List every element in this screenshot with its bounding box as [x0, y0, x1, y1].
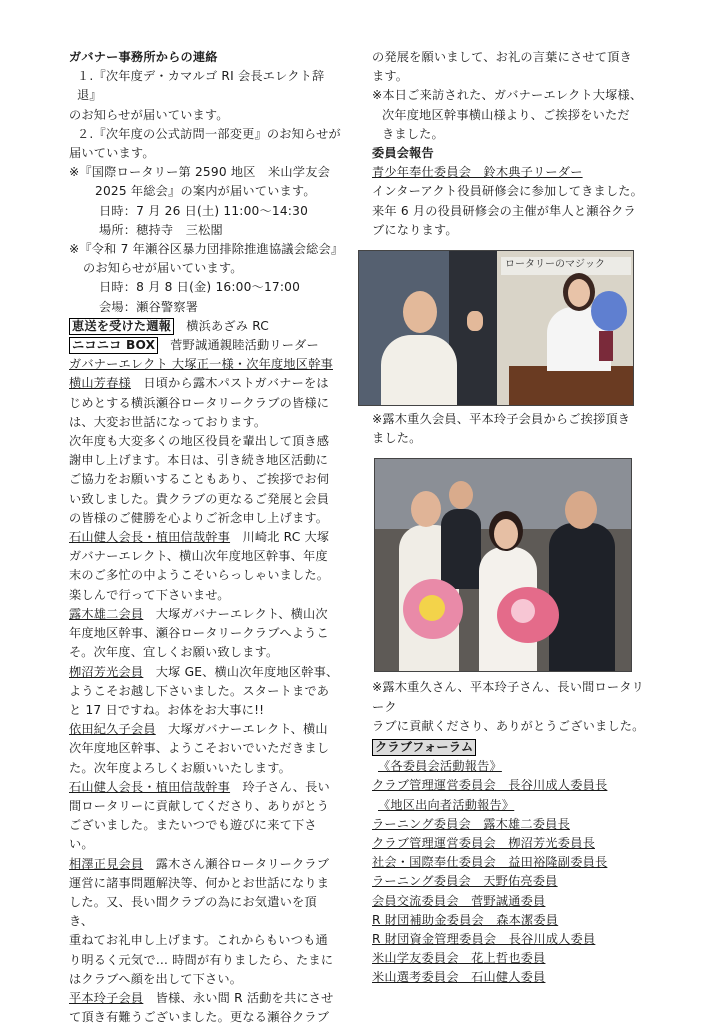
notice-line: ２.『次年度の公式訪問一部変更』のお知らせが [77, 126, 341, 141]
notice-line: 日時：8 月 8 日(金) 16:00～17:00 [99, 280, 301, 295]
notice-line: １.『次年度デ・カマルゴ RI 会長エレクト辞退』 [77, 69, 325, 103]
entry-line: 大塚ガバナーエレクト、横山次 [155, 606, 328, 621]
entry [69, 663, 341, 682]
text-line: 来年 6 月の役員研修会の主催が隼人と瀬谷クラ [372, 203, 636, 218]
entry-line: ご協力をお願いすることもあり、ご挨拶でお伺 [69, 472, 330, 487]
forum-item: R 財団資金管理委員会 長谷川成人委員 [372, 932, 596, 947]
forum-item: ラーニング委員会 露木雄二委員長 [372, 816, 570, 831]
notice-line: 届いています。 [69, 146, 155, 161]
notice-line: 日時：7 月 26 日(土) 11:00～14:30 [99, 203, 309, 218]
entry-line: 次年度も大変多くの地区役員を輩出して頂き感 [69, 434, 330, 449]
entry-line: 大塚 GE、横山次年度地区幹事、 [155, 664, 339, 679]
forum-item: 《地区出向者活動報告》 [378, 797, 515, 812]
entry [69, 605, 341, 624]
entry [69, 989, 341, 1008]
entry-head: 依田紀久子会員 [69, 722, 156, 737]
entry-line: 皆様、永い間 R 活動を共にさせ [155, 990, 334, 1005]
entry-line: した。又、長い間クラブの為にお気遣いを頂き、 [69, 894, 317, 929]
entry [69, 855, 341, 874]
notice-line: 会場：瀬谷警察署 [99, 299, 199, 314]
text-line: の発展を願いまして、お礼の言葉にさせて頂き [372, 50, 632, 64]
notice-line: 場所：穂持寺 三松閣 [99, 222, 223, 237]
entry-head: 相澤正見会員 [69, 856, 144, 871]
photo-sign-text: ロータリーのマジック [505, 259, 605, 271]
received-bulletin-row [69, 317, 341, 336]
entry-head: 石山健人会長・植田信哉幹事 [69, 530, 231, 545]
entry-line: はクラブへ顔を出して下さい。 [69, 971, 243, 986]
club-forum-title: クラブフォーラム [372, 739, 476, 756]
text-line: 次年度地区幹事横山様より、ご挨拶をいただ [382, 107, 630, 122]
club-forum-row [372, 738, 655, 757]
photo2-caption: ラブに貢献くださり、ありがとうございました。 [372, 718, 645, 733]
entry-line: 次年度地区幹事、ようこそおいでいただきまし [69, 741, 330, 756]
text-line: ブになります。 [372, 222, 458, 237]
entry-line: 末のご多忙の中ようこそいらっしゃいました。 [69, 568, 330, 583]
committee-report-title: 委員会報告 [372, 146, 434, 161]
entry-line: 露木さん瀬谷ロータリークラブ [155, 856, 330, 871]
entry-line: ようこそお越し下さいました。スタートまであ [69, 683, 330, 698]
entry-line: ガバナーエレクト、横山次年度地区幹事、年度 [69, 549, 328, 564]
niko-box-label: ニコニコ BOX [69, 337, 158, 354]
section-title-governor-office: ガバナー事務所からの連絡 [69, 50, 218, 64]
entry-line: と 17 日ですね。お体をお大事に!! [69, 702, 265, 717]
entry [69, 374, 341, 393]
forum-item: クラブ管理運営委員会 長谷川成人委員長 [372, 778, 608, 793]
received-bulletin-value: 横浜あざみ RC [186, 318, 269, 333]
photo2-caption: ※露木重久さん、平本玲子さん、長い間ロータリーク [372, 680, 645, 714]
niko-box-row [69, 336, 341, 355]
entry-line: た。次年度よろしくお願いいたします。 [69, 760, 291, 775]
text-line: きました。 [382, 126, 444, 141]
entry-line: 大塚ガバナーエレクト、横山 [168, 722, 328, 737]
entry-line: 謝申し上げます。本日は、引き続き地区活動に [69, 453, 329, 468]
speech-photo [358, 250, 634, 406]
entry-line: り明るく元気で… 時間が有りましたら、たまに [69, 952, 334, 967]
forum-item: ラーニング委員会 天野佑亮委員 [372, 874, 558, 889]
entry-line: て頂き有難うございました。更なる瀬谷クラブ [69, 1010, 330, 1025]
forum-item: 《各委員会活動報告》 [378, 759, 502, 774]
entry [69, 778, 341, 797]
entry-line: そ。次年度、宜しくお願い致します。 [69, 645, 279, 660]
photo1-caption: ※露木重久会員、平本玲子会員からご挨拶頂き [372, 412, 631, 427]
forum-item: 米山選考委員会 石山健人委員 [372, 970, 546, 985]
right-column [372, 48, 655, 988]
entry-line: ございました。またいつでも遊びに来て下さい。 [69, 818, 317, 852]
forum-item: 会員交流委員会 菅野誠通委員 [372, 893, 546, 908]
entry [69, 720, 341, 739]
text-line: インターアクト役員研修会に参加してきました。 [372, 184, 644, 199]
forum-item: R 財団補助金委員会 森本潔委員 [372, 912, 559, 927]
forum-item: 社会・国際奉仕委員会 益田裕隆副委員長 [372, 855, 608, 870]
entry-head: 横山芳春様 [69, 376, 131, 391]
entry-head: 石山健人会長・植田信哉幹事 [69, 779, 231, 794]
photo1-caption: ました。 [372, 431, 422, 446]
entry-line: の皆様のご健勝を心よりご祈念申し上げます。 [69, 510, 329, 525]
niko-box-value: 菅野誠通親睦活動リーダー [170, 338, 319, 353]
notice-line: 2025 年総会』の案内が届いています。 [95, 184, 316, 199]
entry-head: 平本玲子会員 [69, 990, 144, 1005]
flower-presentation-photo [374, 458, 632, 672]
entry-line: い致しました。貴クラブの更なるご発展と会員 [69, 491, 330, 506]
youth-committee-head: 青少年奉仕委員会 鈴木典子リーダー [372, 165, 583, 180]
notice-line: ※『国際ロータリー第 2590 地区 米山学友会 [69, 165, 330, 180]
left-column [69, 48, 344, 1027]
entry-line: じめとする横浜瀬谷ロータリークラブの皆様に [69, 395, 330, 410]
text-line: ます。 [372, 69, 409, 84]
entry [69, 528, 341, 547]
entry-line: は、大変お世話になっております。 [69, 414, 267, 429]
entry-line: 川崎北 RC 大塚 [242, 530, 330, 545]
entry-head: 栁沼芳光会員 [69, 664, 144, 679]
entry-line: 運営に諸事問題解決等、何かとお世話になりま [69, 875, 330, 890]
entry-line: 日頃から露木パストガバナーをは [143, 376, 329, 391]
forum-item: クラブ管理運営委員会 栁沼芳光委員長 [372, 836, 595, 851]
entry-head: 露木雄二会員 [69, 606, 144, 621]
received-bulletin-label: 恵送を受けた週報 [69, 318, 174, 335]
entry-line: 年度地区幹事、瀬谷ロータリークラブへようこ [69, 626, 329, 641]
notice-line: ※『令和 7 年瀬谷区暴力団排除推進協議会総会』 [69, 242, 344, 257]
entry-line: 重ねてお礼申し上げます。これからもいつも通 [69, 933, 328, 948]
entry-line: 楽しんで行って下さいませ。 [69, 587, 230, 602]
entry-line: 間ロータリーに貢献してくださり、ありがとう [69, 798, 330, 813]
notice-line: のお知らせが届いています。 [69, 107, 229, 122]
text-line: ※本日ご来訪された、ガバナーエレクト大塚様、 [372, 88, 643, 103]
forum-item: 米山学友委員会 花上哲也委員 [372, 951, 546, 966]
entry-head: ガバナーエレクト 大塚正一様・次年度地区幹事 [69, 357, 333, 372]
entry-line: 玲子さん、長い [242, 779, 330, 794]
notice-line: のお知らせが届いています。 [83, 261, 243, 276]
